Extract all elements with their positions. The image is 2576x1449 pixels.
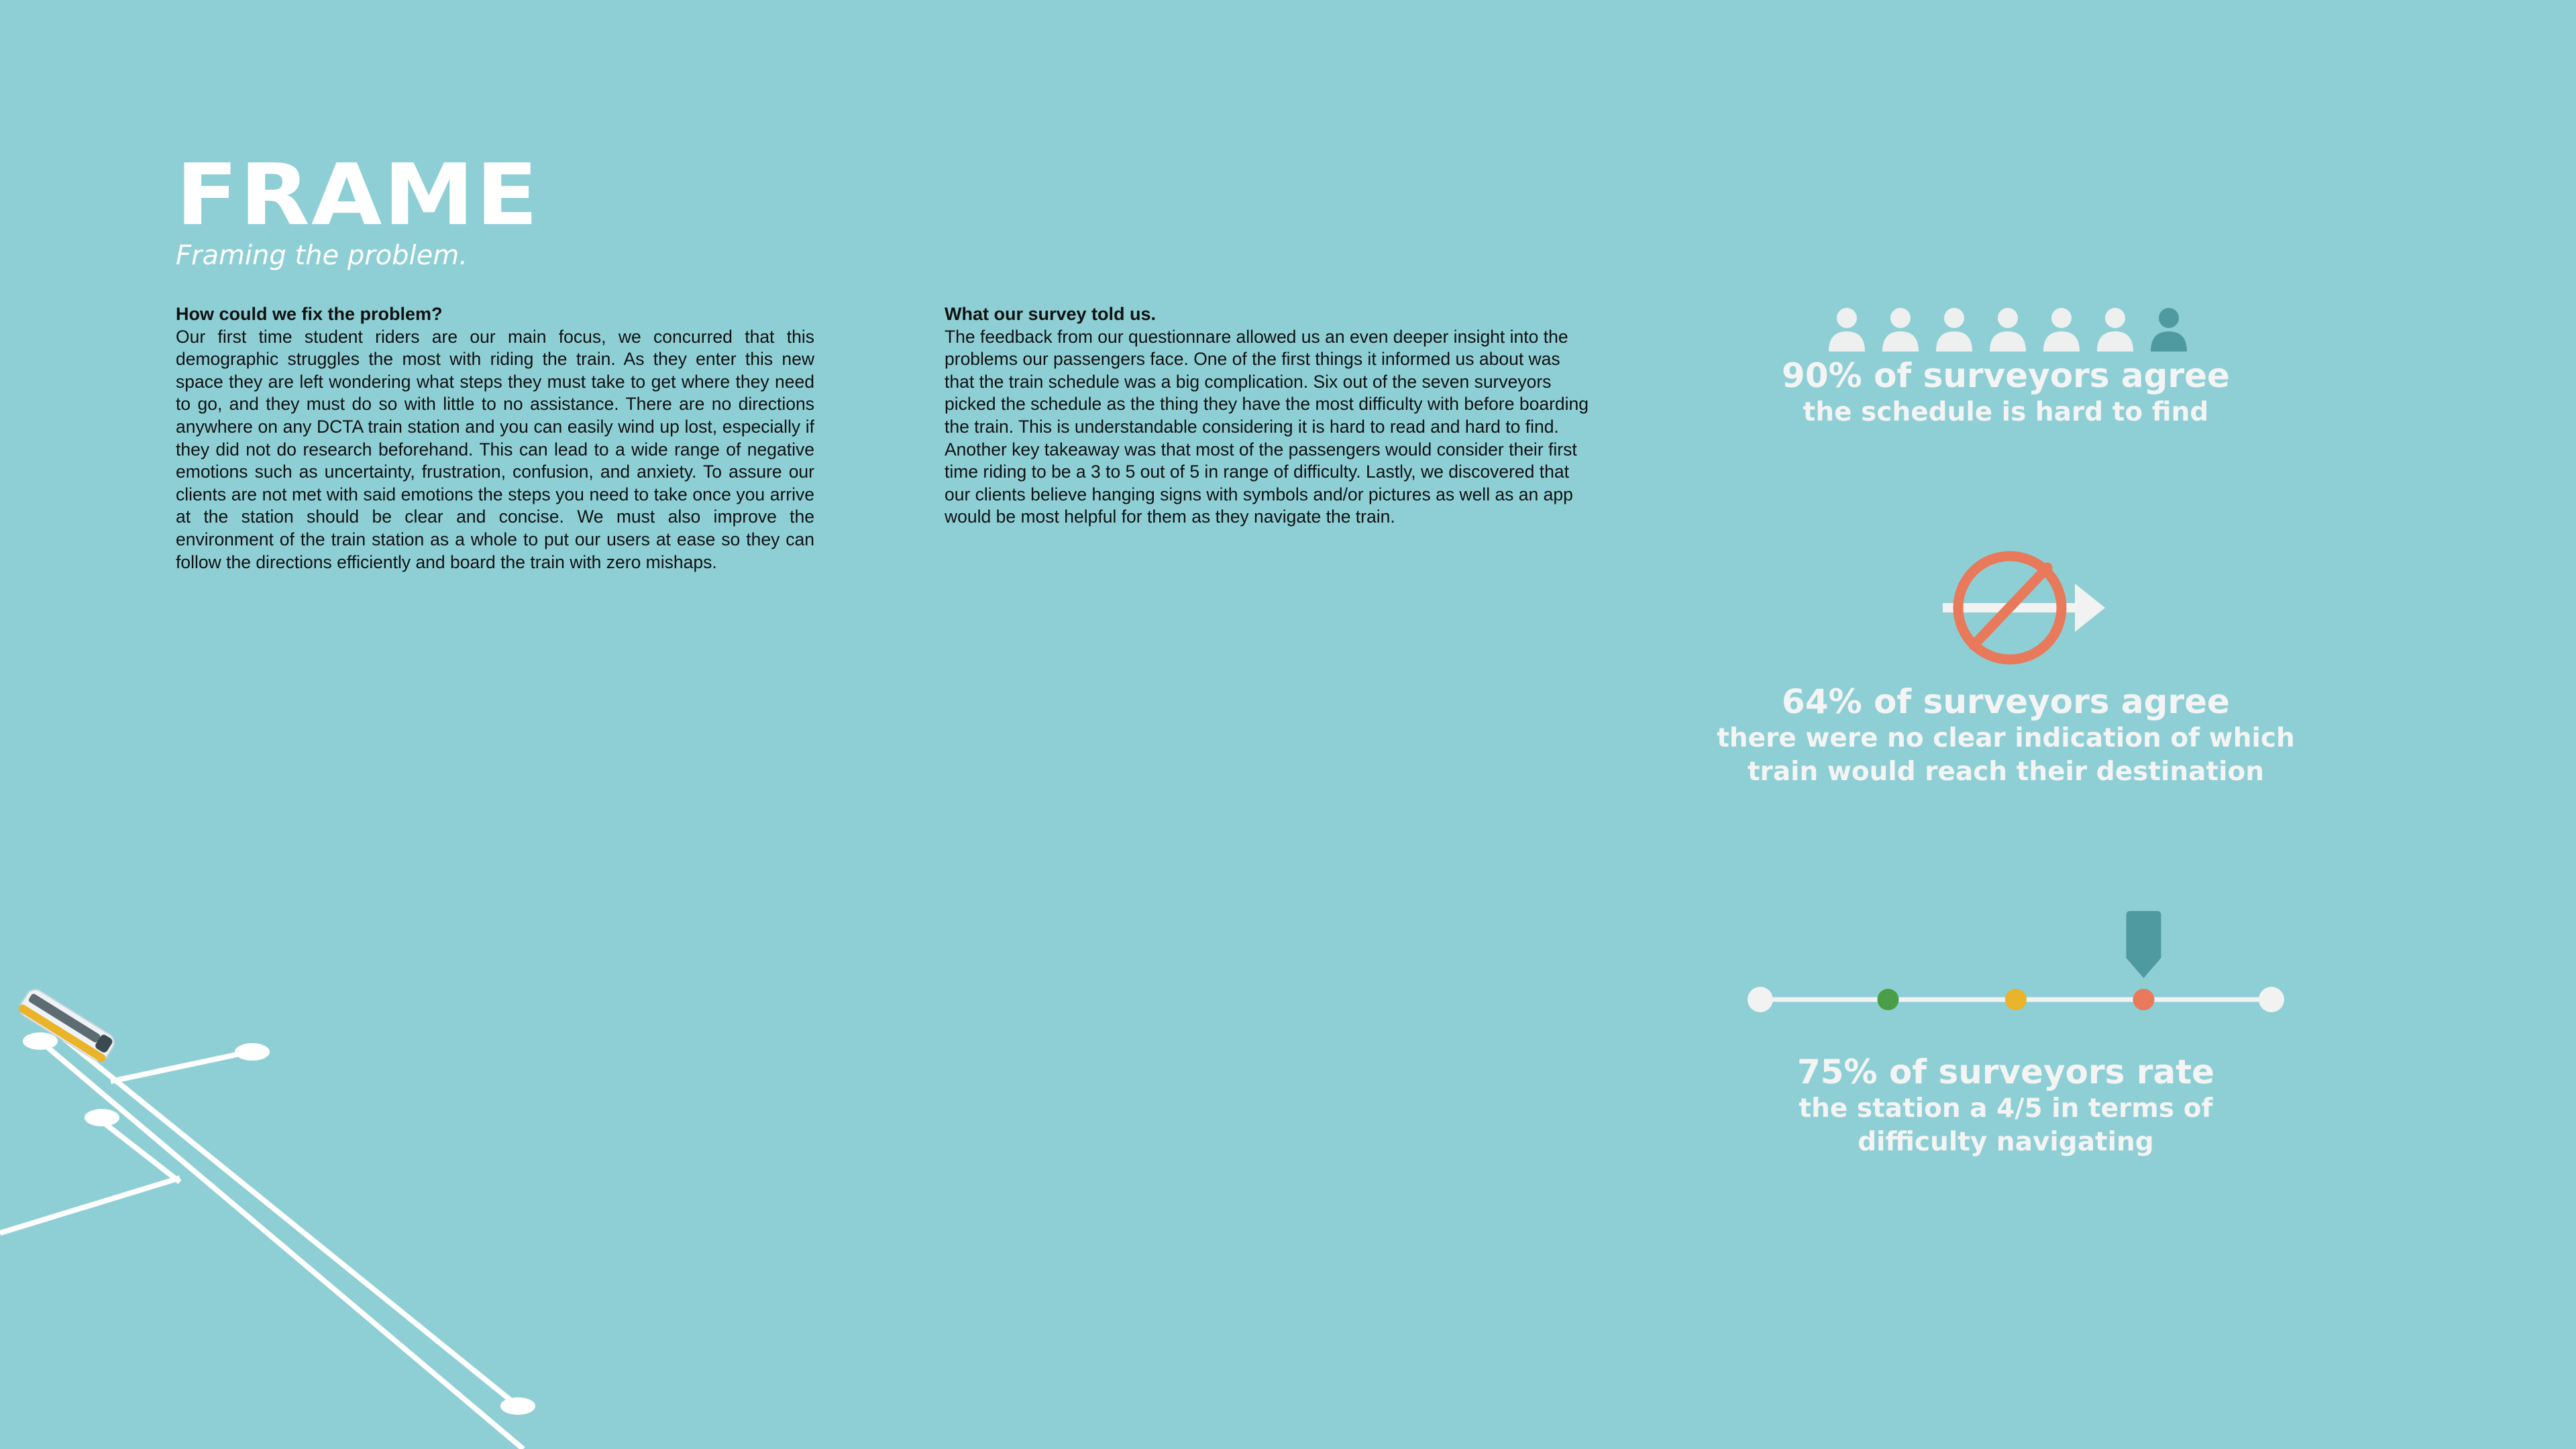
difficulty-stat-detail-1: the station a 4/5 in terms of: [1799, 1093, 2213, 1124]
page-title: FRAME: [176, 146, 540, 244]
difficulty-stat-headline: 75% of surveyors rate: [1796, 1053, 2215, 1091]
indication-stat-detail-2: train would reach their destination: [1747, 757, 2265, 787]
station-node: [235, 1043, 270, 1061]
indication-stat-detail-1: there were no clear indication of which: [1717, 723, 2295, 753]
page-subtitle: Framing the problem.: [176, 240, 468, 271]
station-node: [85, 1109, 119, 1126]
difficulty-stat-detail-2: difficulty navigating: [1858, 1127, 2154, 1157]
survey-body: The feedback from our questionnare allowed us an even deeper insight into the problems our passengers face. One of the first things it informed us about was that the train schedule was a big complication. Six out of the seven surveyors picked the schedule as the thing they have the most difficulty with before boarding the train. This is understandable considering it is hard to read and hard to find. Another key takeaway was that most of the passengers would consider their first time riding to be a 3 to 5 out of 5 in range of difficulty. Lastly, we discovered that our clients believe hanging signs with symbols and/or pictures as well as an app would be most helpful for them as they navigate the train.: [945, 326, 1589, 527]
indication-stat-headline: 64% of surveyors agree: [1782, 682, 2230, 721]
station-node: [500, 1397, 535, 1415]
survey-heading: What our survey told us.: [945, 304, 1157, 324]
schedule-stat-headline: 90% of surveyors agree: [1782, 356, 2230, 395]
fix-problem-heading: How could we fix the problem?: [176, 304, 443, 324]
station-node: [23, 1032, 58, 1050]
train-icon: [17, 986, 118, 1065]
schedule-stat-detail: the schedule is hard to find: [1803, 397, 2209, 427]
track-lines: [0, 1038, 523, 1449]
fix-problem-body: Our first time student riders are our main focus, we concurred that this demographic struggles the most with riding the train. As they enter this new space they are left wondering what steps they must take to get where they need to go, and they must do so with little to no assistance. There are no directions anywhere on any DCTA train station and you can easily wind up lost, especially if they did not do research beforehand. This can lead to a wide range of negative emotions such as uncertainty, frustration, confusion, and anxiety. To assure our clients are not met with said emotions the steps you need to take once you arrive at the station should be clear and concise. We must also improve the environment of the train station as a whole to put our users at ease so they can follow the directions efficiently and board the train with zero mishaps.: [176, 326, 814, 572]
